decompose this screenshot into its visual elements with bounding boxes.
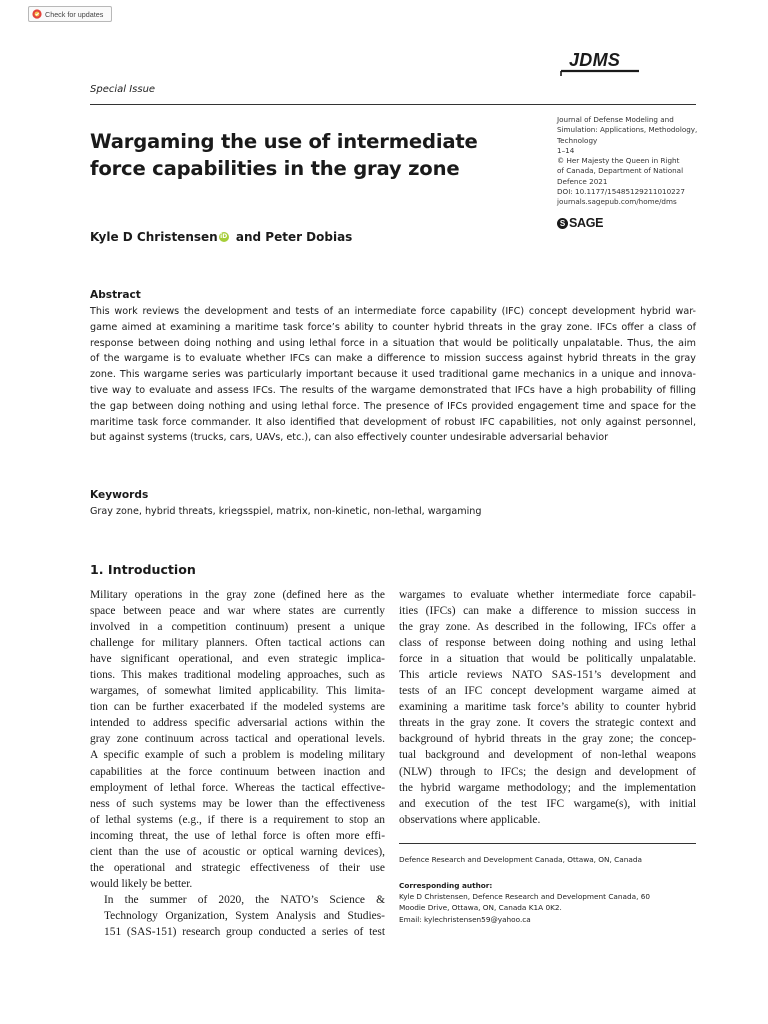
body-line: wargames, of somewhat limited applicability. This limita- (90, 685, 385, 698)
body-line: examining a maritime task force’s ability to counter hybrid (399, 701, 696, 714)
body-column-left (90, 587, 385, 940)
body-line: A specific example of such a problem is modeling military (90, 749, 385, 762)
special-issue-label: Special Issue (90, 84, 156, 95)
body-line: space between peace and war where states are currently (90, 605, 385, 618)
abstract-body (90, 304, 696, 446)
header-divider (90, 104, 696, 105)
body-line: employment of lethal force. Whereas the tactical effective- (90, 781, 385, 794)
meta-journal-url[interactable]: journals.sagepub.com/home/dms (557, 197, 677, 207)
body-line: force in a situation that would be politically unpalatable. (399, 653, 696, 666)
abstract-line: but against systems (trucks, cars, UAVs, etc.), can also effectively counter undesirable adversarial behavior (90, 432, 609, 444)
sage-logo-icon: S (557, 218, 568, 229)
check-for-updates-label: Check for updates (45, 9, 104, 19)
body-line: ities (IFCs) can make a difference to mission success in (399, 605, 696, 618)
body-line: 151 (SAS-151) research group conducted a series of test (104, 925, 385, 938)
body-line: background of hybrid threats in the gray zone; the concep- (399, 733, 696, 746)
body-line: the gray zone. As described in the following, IFCs offer a (399, 621, 696, 634)
corresponding-author (399, 880, 699, 925)
meta-line: © Her Majesty the Queen in Right (557, 156, 680, 166)
body-line: (NLW) through to IFCs; the design and development of (399, 765, 696, 778)
meta-line: Simulation: Applications, Methodology, (557, 125, 698, 135)
section-heading-introduction: 1. Introduction (90, 562, 196, 577)
article-title-line: Wargaming the use of intermediate (90, 130, 478, 153)
author-name: and Peter Dobias (231, 230, 353, 244)
check-for-updates-button[interactable] (28, 6, 112, 22)
publisher-logo-text: SAGE (569, 216, 604, 230)
body-line: the hybrid wargame methodology; and the implementation (399, 781, 696, 794)
abstract-heading: Abstract (90, 289, 141, 301)
body-line: class of response between doing nothing and using lethal (399, 637, 696, 650)
body-line: capabilities at the force continuum between inaction and (90, 765, 385, 778)
author-affiliation: Defence Research and Development Canada, Ottawa, ON, Canada (399, 855, 642, 864)
abstract-line: the gap between doing nothing and using lethal force. The presence of IFCs provided engagement time and space for the (90, 400, 696, 412)
keywords-heading: Keywords (90, 489, 149, 501)
journal-metadata (557, 115, 707, 208)
body-line: cient than the use of acoustic or optical warning devices), (90, 845, 385, 858)
article-title-line: force capabilities in the gray zone (90, 157, 460, 180)
meta-line: of Canada, Department of National (557, 166, 684, 176)
meta-pages: 1–14 (557, 145, 575, 155)
abstract-line: of the wargame is to evaluate whether IFCs can make a difference to mission success against hybrid threats in the gray (90, 353, 696, 365)
author-list (90, 230, 352, 244)
meta-line: Defence 2021 (557, 176, 608, 186)
journal-logo-text: JDMS (569, 50, 621, 70)
journal-logo-swoosh-icon (559, 50, 641, 80)
body-line: would likely be better. (90, 877, 193, 890)
body-line: Technology Organization, System Analysis and Studies- (104, 909, 385, 922)
abstract-line: zone. This wargame series was particularly important because it used traditional game mechanics in a unique and innova- (90, 369, 696, 381)
body-line: intended to address specific adversarial actions within the (90, 717, 385, 730)
body-line: wargames to evaluate whether intermediate force capabil- (399, 589, 696, 601)
corresponding-author-line: Kyle D Christensen, Defence Research and Development Canada, 60 (399, 892, 651, 902)
body-line: tests of an IFC concept development wargame aimed at (399, 685, 696, 698)
footnote-divider (399, 843, 696, 844)
body-line: ness of such systems may be lower than the effectiveness (90, 797, 385, 810)
author-name: Kyle D Christensen (90, 230, 218, 244)
body-line: challenge for military planners. Often tactical actions can (90, 637, 385, 650)
corresponding-author-line: Moodie Drive, Ottawa, ON, Canada K1A 0K2. (399, 903, 562, 913)
abstract-line: This work reviews the development and tests of an intermediate force capability (IFC) concept development hybrid war- (90, 306, 696, 317)
body-line: tual background and development of non-lethal weapons (399, 749, 696, 762)
abstract-line: tive way to evaluate and assess IFCs. The results of the wargame demonstrated that IFCs have a high probability of filling (90, 384, 696, 396)
body-line: the operational and strategic effectiveness of their use (90, 861, 385, 874)
abstract-line: maritime task force commander. It also identified that development of robust IFC capabilities, not only against personnel, (90, 416, 696, 428)
meta-doi: DOI: 10.1177/15485129211010227 (557, 187, 685, 197)
body-line: and execution of the test IFC wargame(s), with initial (399, 797, 696, 810)
body-line: tions. This makes traditional modeling approaches, such as (90, 669, 385, 682)
orcid-icon[interactable]: iD (220, 233, 228, 240)
body-line: threats in the gray zone. It covers the strategic context and (399, 717, 696, 730)
body-line: In the summer of 2020, the NATO’s Science & (104, 893, 385, 906)
corresponding-author-email[interactable]: Email: kylechristensen59@yahoo.ca (399, 914, 531, 924)
body-paragraph (90, 892, 385, 940)
meta-line: Journal of Defense Modeling and (557, 115, 674, 124)
article-title (90, 128, 510, 182)
body-line: involved in a competition continuum) present a unique (90, 621, 385, 634)
body-paragraph (399, 587, 696, 828)
meta-line: Technology (557, 135, 598, 145)
body-line: Military operations in the gray zone (defined here as the (90, 589, 385, 601)
abstract-line: response between doing nothing and using lethal force in a situation that would be politically unpalatable. Thus, the aim (90, 337, 696, 349)
body-line: This article reviews NATO SAS-151’s development and (399, 669, 696, 682)
keywords-list: Gray zone, hybrid threats, kriegsspiel, matrix, non-kinetic, non-lethal, wargaming (90, 506, 482, 517)
body-column-right (399, 587, 696, 828)
corresponding-author-label: Corresponding author: (399, 881, 493, 890)
body-line: of lethal systems (e.g., if there is a requirement to stop an (90, 813, 385, 826)
body-line: tion can be further exacerbated if the modeled systems are (90, 701, 385, 714)
check-for-updates-icon (32, 9, 42, 19)
journal-logo (559, 50, 641, 80)
body-line: observations where applicable. (399, 813, 541, 826)
abstract-line: game aimed at examining a maritime task force’s ability to counter hybrid threats in the gray zone. IFCs offer a class of (90, 321, 696, 333)
body-line: gray zone continuum across tactical and operational levels. (90, 733, 385, 746)
body-line: incoming threat, the use of lethal force is often more effi- (90, 829, 385, 842)
body-line: have significant operational, and even strategic implica- (90, 653, 385, 666)
publisher-logo (557, 216, 603, 230)
body-paragraph (90, 587, 385, 892)
